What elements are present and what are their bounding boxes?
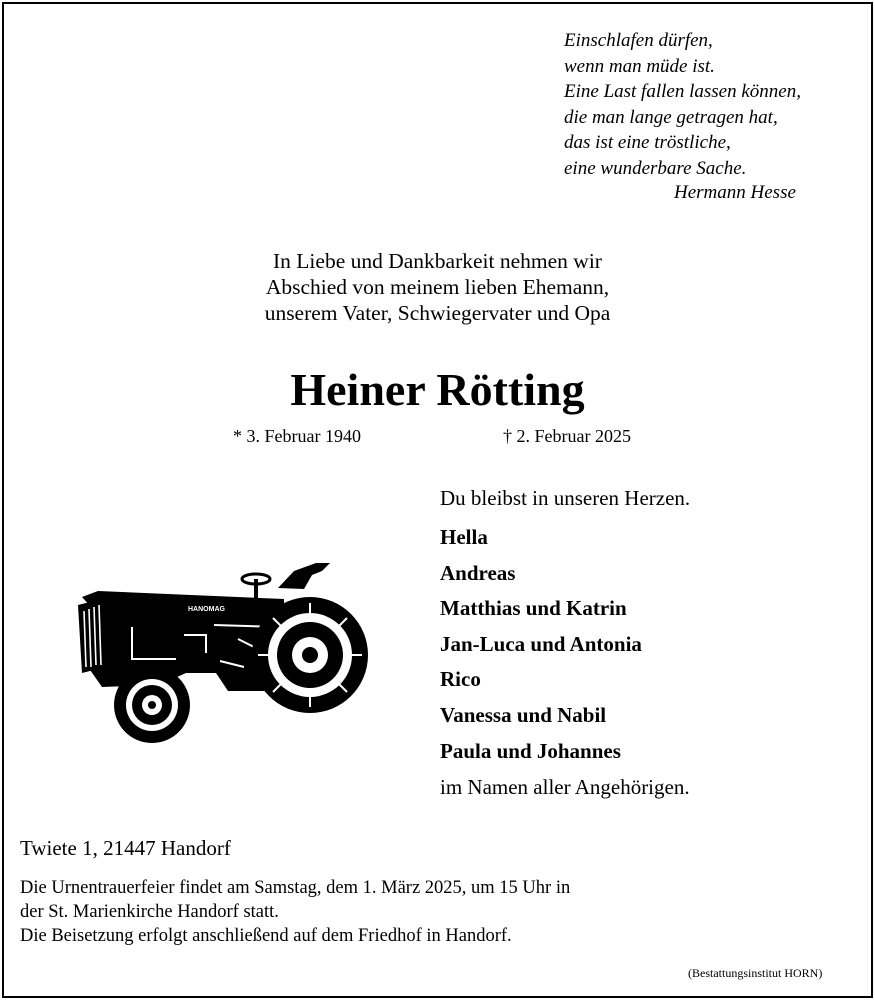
intro-line: Abschied von meinem lieben Ehemann,	[265, 275, 610, 299]
poem-line: Eine Last fallen lassen können,	[564, 81, 801, 102]
funeral-notice	[20, 876, 570, 948]
family-member: Paula und Johannes	[440, 738, 621, 763]
death-date: † 2. Februar 2025	[503, 426, 631, 446]
family-opening: Du bleibst in unseren Herzen.	[440, 486, 691, 510]
intro-line: In Liebe und Dankbarkeit nehmen wir	[273, 249, 602, 273]
poem-line: die man lange getragen hat,	[564, 106, 778, 128]
tractor-icon	[58, 555, 370, 750]
notice-line: Die Beisetzung erfolgt anschließend auf dem Friedhof in Handorf.	[20, 926, 512, 946]
family-member: Rico	[440, 667, 481, 692]
poem	[564, 28, 801, 181]
address: Twiete 1, 21447 Handorf	[20, 836, 231, 860]
poem-line: Einschlafen dürfen,	[564, 30, 713, 51]
undertaker-credit: (Bestattungsinstitut HORN)	[688, 966, 823, 980]
notice-line: Die Urnentrauerfeier findet am Samstag, dem 1. März 2025, um 15 Uhr in	[20, 878, 571, 898]
family-member: Matthias und Katrin	[440, 596, 627, 621]
poem-line: eine wunderbare Sache.	[564, 157, 747, 179]
intro-text	[200, 248, 675, 326]
deceased-name: Heiner Rötting	[290, 364, 585, 415]
family-member: Andreas	[440, 560, 516, 585]
tractor-brand: HANOMAG	[188, 606, 225, 613]
poem-author: Hermann Hesse	[674, 182, 796, 203]
birth-date: * 3. Februar 1940	[233, 426, 361, 446]
family-member: Jan-Luca und Antonia	[440, 631, 642, 656]
family-member: Hella	[440, 525, 488, 549]
family-closing: im Namen aller Angehörigen.	[440, 775, 690, 800]
intro-line: unserem Vater, Schwiegervater und Opa	[264, 301, 611, 325]
family-member: Vanessa und Nabil	[440, 702, 607, 727]
notice-line: der St. Marienkirche Handorf statt.	[20, 902, 279, 922]
family-block	[440, 480, 690, 805]
poem-line: wenn man müde ist.	[564, 55, 715, 77]
poem-line: das ist eine tröstliche,	[564, 132, 731, 153]
